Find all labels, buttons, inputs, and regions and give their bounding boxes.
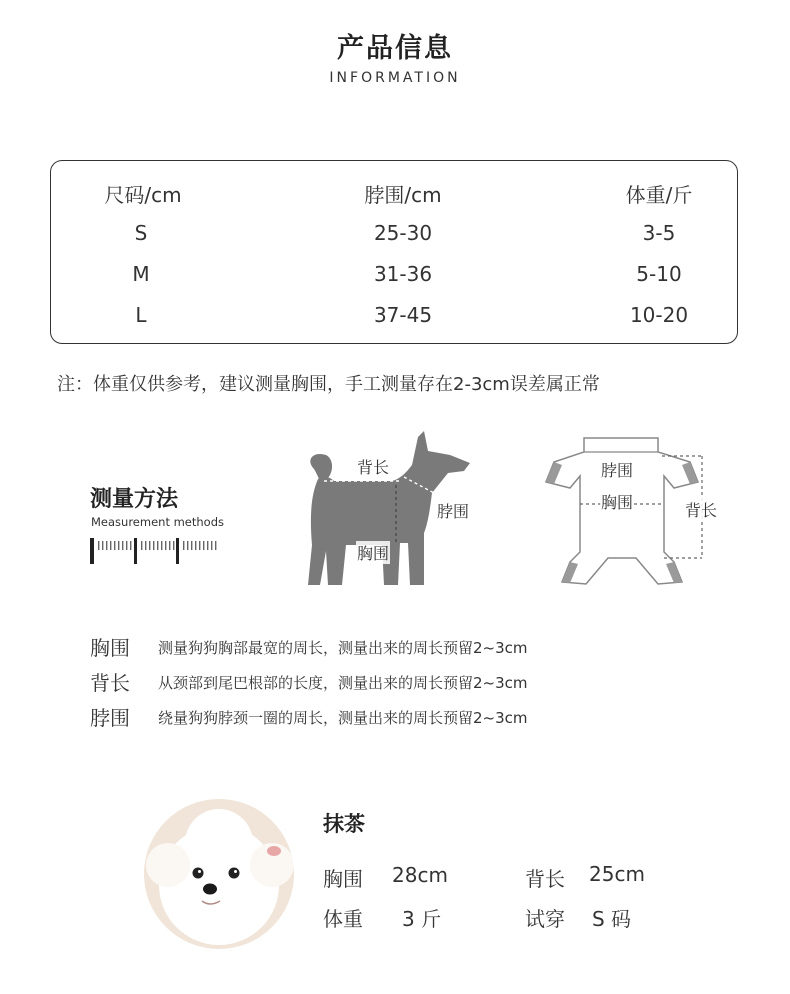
- example-back-label: 背长: [525, 867, 565, 891]
- example-back-value: 25cm: [589, 862, 645, 886]
- dog-diagram: [300, 425, 480, 595]
- size-table-cell: 25-30: [373, 221, 433, 245]
- size-table-cell: S: [134, 221, 148, 245]
- size-table-cell: 10-20: [629, 303, 689, 327]
- example-tryon-value: S 码: [592, 907, 632, 931]
- garment-diagram: [540, 432, 730, 592]
- example-tryon-label: 试穿: [525, 907, 565, 931]
- definition-text-back: 从颈部到尾巴根部的长度，测量出来的周长预留2~3cm: [158, 674, 528, 692]
- poodle-illustration: [144, 799, 294, 949]
- size-table-cell: 5-10: [636, 262, 682, 286]
- example-chest-label: 胸围: [323, 867, 363, 891]
- ruler-icon: [90, 538, 220, 566]
- example-weight-label: 体重: [323, 907, 363, 931]
- size-table-header-neck: 脖围/cm: [364, 183, 442, 207]
- size-table-cell: M: [132, 262, 150, 286]
- size-table-cell: L: [135, 303, 147, 327]
- garment-label-chest: 胸围: [600, 490, 634, 513]
- definition-text-neck: 绕量狗狗脖颈一圈的周长，测量出来的周长预留2~3cm: [158, 709, 528, 727]
- example-dog-name: 抹茶: [323, 812, 365, 836]
- page-title: 产品信息: [337, 33, 453, 64]
- definition-term-chest: 胸围: [90, 636, 130, 660]
- garment-label-back: 背长: [684, 498, 718, 521]
- definition-text-chest: 测量狗狗胸部最宽的周长，测量出来的周长预留2~3cm: [158, 639, 528, 657]
- dog-photo: [144, 799, 294, 949]
- page-subtitle: INFORMATION: [329, 70, 461, 86]
- size-table: [50, 160, 738, 344]
- size-table-cell: 37-45: [373, 303, 433, 327]
- garment-label-neck: 脖围: [600, 458, 634, 481]
- size-table-cell: 3-5: [642, 221, 676, 245]
- measure-title: 测量方法: [90, 487, 179, 512]
- example-weight-value: 3 斤: [402, 907, 442, 931]
- dog-label-chest: 胸围: [356, 541, 390, 564]
- size-table-cell: 31-36: [373, 262, 433, 286]
- example-chest-value: 28cm: [392, 863, 448, 887]
- size-note: 注：体重仅供参考，建议测量胸围，手工测量存在2-3cm误差属正常: [57, 374, 600, 395]
- dog-label-neck: 脖围: [436, 499, 470, 522]
- definition-term-neck: 脖围: [90, 706, 130, 730]
- dog-label-back: 背长: [356, 455, 390, 478]
- measure-subtitle: Measurement methods: [91, 515, 225, 529]
- definition-term-back: 背长: [90, 671, 130, 695]
- size-table-header-weight: 体重/斤: [625, 183, 693, 207]
- size-table-header-size: 尺码/cm: [104, 183, 182, 207]
